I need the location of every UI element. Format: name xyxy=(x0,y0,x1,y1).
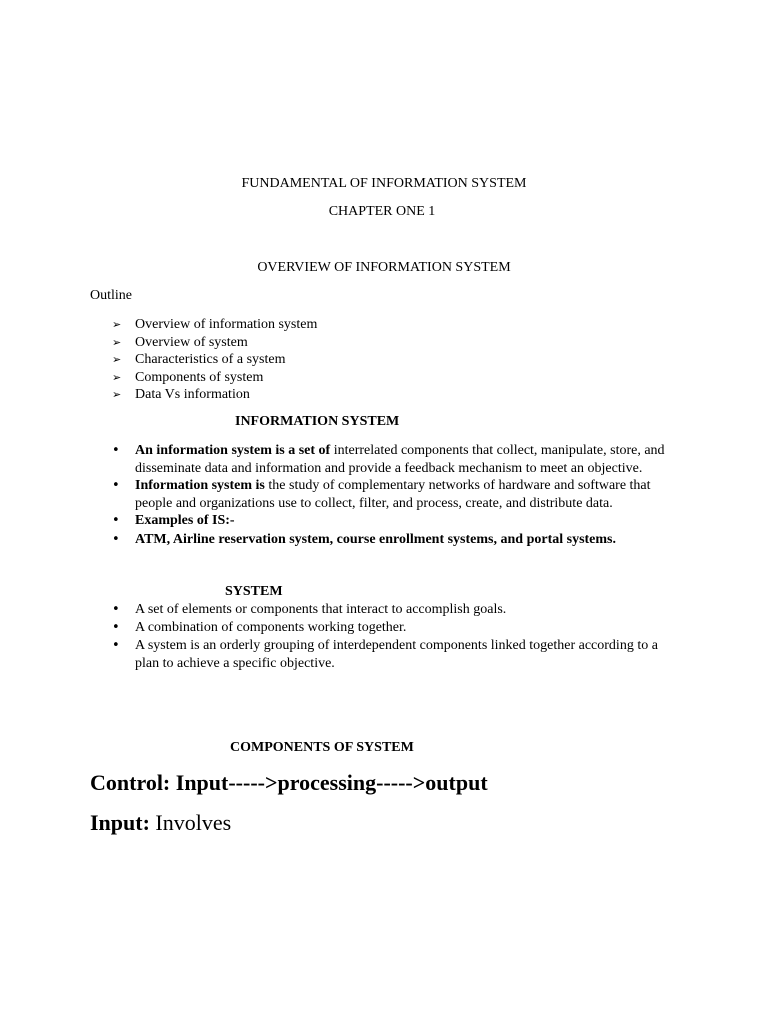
arrow-bullet-icon: ➢ xyxy=(112,353,122,366)
list-item-body: interrelated components that collect, manipulate, store, and disseminate data and information and provide a feedback mechanism to meet an objective. xyxy=(135,443,665,476)
arrow-bullet-icon: ➢ xyxy=(112,388,122,401)
list-item-text xyxy=(135,477,672,512)
bullet-icon: • xyxy=(112,532,120,547)
input-label: Input: xyxy=(90,810,150,835)
list-item-text xyxy=(135,442,672,477)
list-item-bold: Information system is xyxy=(135,478,265,493)
outline-item-text: Components of system xyxy=(135,369,264,385)
list-item-bold: Examples of IS:- xyxy=(135,513,235,528)
bullet-icon: • xyxy=(112,443,120,458)
list-item-bold: ATM, Airline reservation system, course enrollment systems, and portal systems. xyxy=(135,532,616,547)
outline-label: Outline xyxy=(90,288,132,303)
list-item-body: the study of complementary networks of hardware and software that people and organizations use to collect, filter, and process, create, and distribute data. xyxy=(135,478,651,511)
bullet-icon: • xyxy=(112,602,120,617)
list-item-text: A combination of components working together. xyxy=(135,620,407,635)
course-title: FUNDAMENTAL OF INFORMATION SYSTEM xyxy=(241,176,527,191)
bullet-icon: • xyxy=(112,478,120,493)
outline-item-text: Overview of system xyxy=(135,334,248,350)
list-item-text: A system is an orderly grouping of interdependent components linked together according to a plan to achieve a specific objective. xyxy=(135,638,658,671)
bullet-icon: • xyxy=(112,638,120,653)
system-heading: SYSTEM xyxy=(225,584,283,599)
list-item-text xyxy=(135,531,672,549)
arrow-bullet-icon: ➢ xyxy=(112,335,122,349)
list-item-bold: An information system is a set of xyxy=(135,443,331,458)
outline-item-text: Data Vs information xyxy=(135,387,250,402)
list-item-text xyxy=(135,512,672,530)
arrow-bullet-icon: ➢ xyxy=(112,370,122,384)
chapter-title: CHAPTER ONE 1 xyxy=(328,204,436,219)
information-system-heading: INFORMATION SYSTEM xyxy=(235,414,400,429)
outline-item-text: Characteristics of a system xyxy=(135,352,286,367)
bullet-icon: • xyxy=(112,513,120,528)
input-line xyxy=(90,810,231,836)
overview-title: OVERVIEW OF INFORMATION SYSTEM xyxy=(257,260,511,275)
outline-item-text: Overview of information system xyxy=(135,317,318,332)
control-line: Control: Input----->processing----->output xyxy=(90,770,488,795)
input-text: Involves xyxy=(149,810,232,835)
components-heading: COMPONENTS OF SYSTEM xyxy=(230,740,414,755)
bullet-icon: • xyxy=(112,620,120,635)
list-item-text: A set of elements or components that interact to accomplish goals. xyxy=(135,602,507,617)
arrow-bullet-icon: ➢ xyxy=(112,318,122,331)
